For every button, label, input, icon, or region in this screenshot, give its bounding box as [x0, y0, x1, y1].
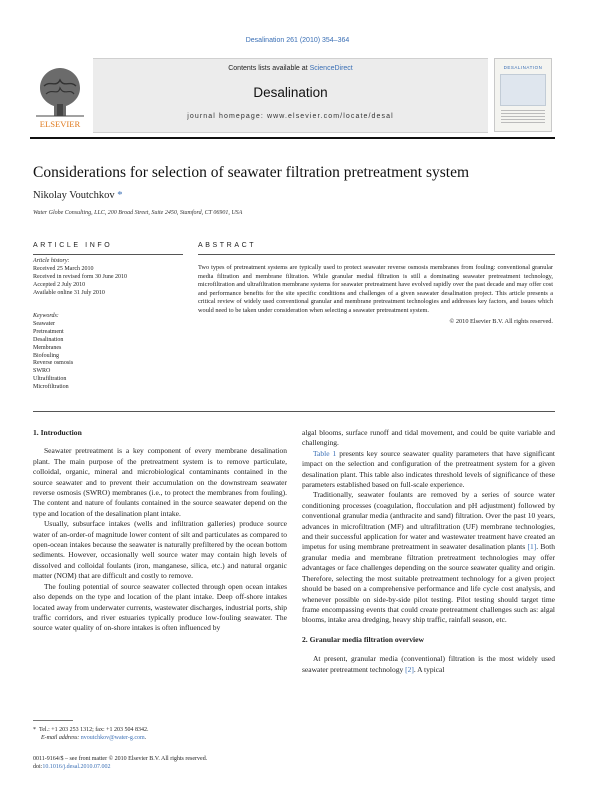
elsevier-wordmark: ELSEVIER [39, 119, 81, 129]
cover-image [500, 74, 546, 106]
paragraph-text: . Both granular media and membrane filtration pretreatment technologies may offer advantages or face challenges depending on the source seawater quality and origin. Therefore, selecting the most suitable pretreatment technology for a given project should be based on a comprehensive performance and life cycle cost analysis, and whenever possible on side-by-side pilot testing. Pilot testing should target time frame encompassing events that could create pretreatment challenges such as: algal blooms, intake area dredging, heavy ship traffic, rainfall season, etc. [302, 542, 556, 625]
body-paragraph: algal blooms, surface runoff and tidal movement, and could be quite variable and challenging. [302, 428, 555, 448]
body-right-column [302, 428, 555, 675]
doi-link[interactable]: 10.1016/j.desal.2010.07.002 [42, 763, 111, 770]
keywords-list [33, 313, 73, 392]
section-1-heading: 1. Introduction [33, 428, 82, 437]
history-item: Accepted 2 July 2010 [33, 281, 86, 288]
history-label: Article history: [33, 258, 70, 264]
author-affiliation: Water Globe Consulting, LLC, 200 Broad Street, Suite 2450, Stamford, CT 06901, USA [33, 210, 243, 216]
abstract-body [198, 264, 553, 326]
author-line [33, 190, 122, 201]
history-item: Received 25 March 2010 [33, 265, 94, 272]
article-history [33, 258, 127, 298]
article-title: Considerations for selection of seawater filtration pretreatment system [33, 164, 470, 181]
keyword: Desalination [33, 336, 64, 343]
abstract-copyright: © 2010 Elsevier B.V. All rights reserved. [449, 317, 553, 325]
cover-text-lines [501, 110, 545, 124]
journal-name: Desalination [253, 85, 328, 100]
history-item: Available online 31 July 2010 [33, 289, 105, 296]
table-1-link[interactable]: Table 1 [313, 448, 337, 458]
contents-line [93, 65, 488, 72]
contents-prefix: Contents lists available at [228, 65, 310, 72]
cover-title: DESALINATION [503, 65, 543, 70]
body-paragraph [302, 654, 555, 675]
homepage-prefix: journal homepage: [187, 113, 267, 120]
author-footnote-mark[interactable]: * [117, 190, 123, 201]
body-paragraph [302, 490, 555, 625]
author-footnote [33, 727, 149, 742]
keyword: Pretreatment [33, 328, 64, 335]
keyword: Reverse osmosis [33, 360, 74, 367]
sciencedirect-link[interactable]: ScienceDirect [309, 65, 353, 72]
body-paragraph: The fouling potential of source seawater collected through open ocean intakes also depends on the type and location of the plant intake. Deep off-shore intakes located away from underwater currents, wastewater discharges, industrial ports, ship traffic corridors, and river estuaries typically produce low-fouling seawater. The source water quality of on-shore intakes is often influenced by [33, 581, 287, 633]
keyword: Membranes [33, 344, 62, 351]
keyword: Ultrafiltration [33, 376, 67, 383]
abstract-heading: ABSTRACT [198, 242, 257, 249]
body-paragraph [302, 449, 555, 491]
paragraph-text: . A typical [413, 664, 445, 674]
keyword: SWRO [33, 368, 51, 375]
keyword: Seawater [33, 320, 55, 327]
journal-homepage [93, 113, 488, 120]
reference-1-link[interactable]: [1] [527, 542, 537, 552]
keyword: Microfiltration [33, 384, 69, 391]
email-label: E-mail address: [41, 734, 81, 741]
paragraph-text: presents key source seawater quality parameters that have significant impact on the selection and configuration of the pretreatment system for a given desalination plant. This table also indicates threshold levels of significance of these parameters established based on full-scale experience. [302, 448, 555, 490]
author-name: Nikolay Voutchkov [33, 190, 115, 201]
header-rule [30, 137, 555, 139]
footnote-tel-text: Tel.: +1 203 253 1312; fax: +1 203 504 8342. [39, 727, 149, 733]
abstract-bottom-rule [33, 411, 555, 412]
journal-citation[interactable]: Desalination 261 (2010) 354–364 [245, 37, 350, 44]
journal-cover-thumbnail [494, 58, 552, 132]
email-end: . [144, 734, 147, 741]
abstract-rule [198, 254, 555, 255]
article-info-heading: ARTICLE INFO [33, 242, 113, 249]
paragraph-text: At present, granular media (conventional) filtration is the most widely used seawater pretreatment technology [302, 654, 555, 674]
paragraph-text: Traditionally, seawater foulants are removed by a series of source water conditioning processes (coagulation, flocculation and pH adjustment) followed by conventional granular media (anthracite and sand) filtration. Over the past 10 years, advances in microfiltration (MF) and ultrafiltration (UF) membrane technologies, and their successful application for water and wastewater treatment have created an impetus for using membrane pretreatment in seawater desalination plants [302, 490, 555, 552]
doi-label: doi: [33, 763, 43, 770]
history-item: Received in revised form 30 June 2010 [33, 273, 127, 280]
abstract-text: Two types of pretreatment systems are typically used to protect seawater reverse osmosis membranes from fouling: conventional granular media filtration and membrane filtration. While granular medial filtration is still a dominating seawater pretreatment technology, microfiltration and ultrafiltration membrane systems for seawater pretreatment have evolved rapidly over the past decade and may offer cost and performance benefits for the site specific conditions and challenges of a given seawater desalination project. This article presents a critical review of widely used conventional granular and membrane pretreatment technologies and addresses key factors, and issues which would need to be taken under consideration when selecting a seawater pretreatment system. [198, 264, 553, 314]
elsevier-logo [30, 58, 90, 130]
footnote-rule [33, 720, 73, 721]
footnote-tel [33, 727, 149, 735]
bottom-front-matter [33, 756, 207, 771]
footnote-mark: * [33, 727, 36, 733]
keyword: Biofouling [33, 352, 60, 359]
homepage-url[interactable]: www.elsevier.com/locate/desal [266, 113, 394, 120]
keywords-label: Keywords: [33, 313, 59, 319]
email-link[interactable]: nvoutchkov@water-g.com [80, 734, 145, 741]
reference-2-link[interactable]: [2] [405, 664, 414, 674]
doi-line [33, 764, 207, 772]
footnote-email [41, 735, 149, 743]
issn-line: 0011-9164/$ – see front matter © 2010 Elsevier B.V. All rights reserved. [33, 756, 208, 762]
article-info-rule [33, 254, 183, 255]
body-paragraph: Usually, subsurface intakes (wells and infiltration galleries) produce source water of an-order-of magnitude lower content of silt and particulates as compared to open-ocean intakes because the seawater is naturally prefiltered by the ocean bottom sediments. However, occasionally well source water may contain high levels of dissolved and colloidal foulants (iron, manganese, silica, etc.) and natural organic matter (NOM) that are difficult and costly to remove. [33, 519, 287, 581]
journal-header-band [93, 58, 488, 133]
section-2-heading: 2. Granular media filtration overview [302, 634, 424, 644]
body-left-column [33, 428, 287, 634]
body-paragraph: Seawater pretreatment is a key component of every membrane desalination plant. The main purpose of the pretreatment system is to remove particulate, colloidal, organic, mineral and microbiological contaminants contained in the source seawater and to prevent their accumulation on the downstream seawater reverse osmosis (SWRO) membranes (i.e., to protect the membranes from fouling). The content and nature of foulants contained in the source seawater depend on the type and location of the desalination plant intake. [33, 446, 287, 518]
